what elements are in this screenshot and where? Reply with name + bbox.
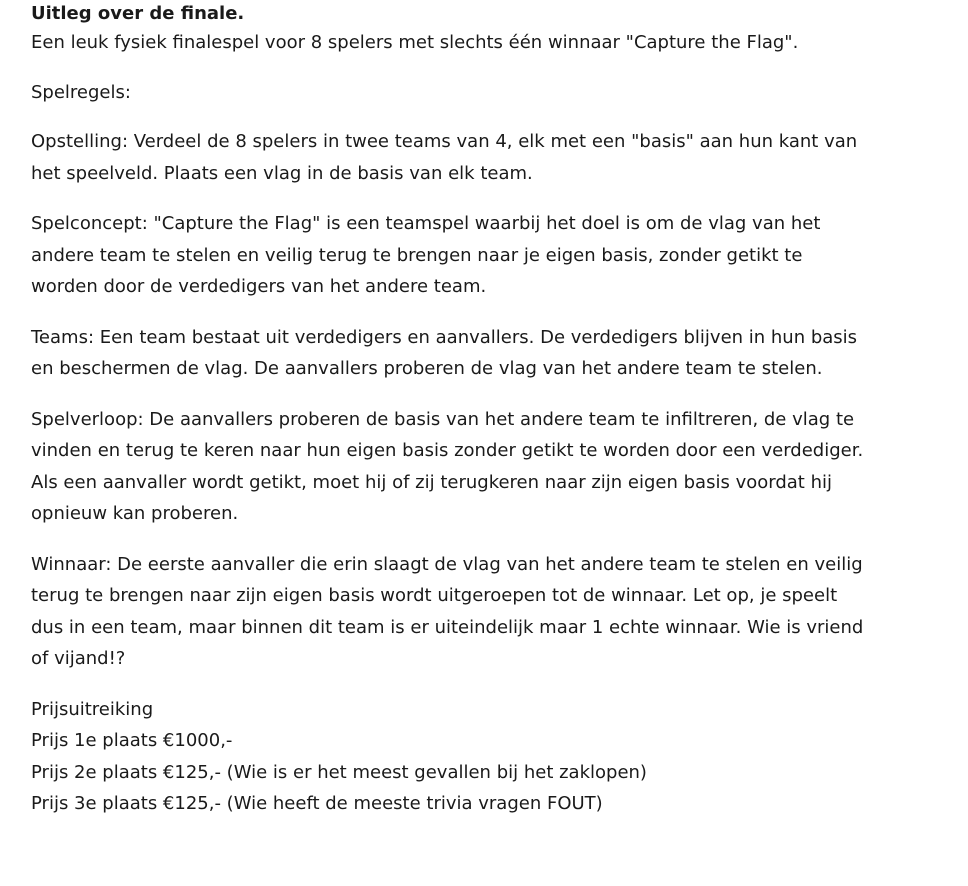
paragraph-line: of vijand!? — [31, 648, 126, 669]
prizes-heading: Prijsuitreiking — [31, 698, 154, 720]
section-prijsuitreiking — [31, 694, 951, 820]
paragraph-line: het speelveld. Plaats een vlag in de basis van elk team. — [31, 162, 533, 184]
section-spelconcept — [31, 208, 951, 303]
paragraph-line: en beschermen de vlag. De aanvallers proberen de vlag van het andere team te stelen. — [31, 358, 823, 379]
section-winnaar — [31, 549, 951, 675]
paragraph-line: opnieuw kan proberen. — [31, 503, 239, 524]
spacer — [31, 675, 951, 694]
spacer — [31, 189, 951, 208]
section-opstelling — [31, 126, 951, 189]
paragraph-line: andere team te stelen en veilig terug te brengen naar je eigen basis, zonder getikt te — [31, 244, 803, 266]
paragraph-line: vinden en terug te keren naar hun eigen basis zonder getikt te worden door een verdediger. — [31, 440, 864, 461]
prize-item: Prijs 2e plaats €125,- (Wie is er het meest gevallen bij het zaklopen) — [31, 761, 647, 783]
spacer — [31, 385, 951, 404]
document-body — [31, 0, 951, 820]
paragraph-line: Als een aanvaller wordt getikt, moet hij of zij terugkeren naar zijn eigen basis voordat hij — [31, 471, 832, 493]
document-title: Uitleg over de finale. — [31, 3, 245, 24]
spacer — [31, 303, 951, 322]
section-teams — [31, 322, 951, 385]
paragraph-line: Teams: Een team bestaat uit verdedigers en aanvallers. De verdedigers blijven in hun basis — [31, 326, 858, 348]
section-spelverloop — [31, 404, 951, 530]
prize-item: Prijs 1e plaats €1000,- — [31, 730, 233, 751]
paragraph-line: Spelconcept: "Capture the Flag" is een teamspel waarbij het doel is om de vlag van het — [31, 213, 821, 234]
spacer — [31, 59, 951, 77]
paragraph-line: worden door de verdedigers van het andere team. — [31, 276, 487, 297]
paragraph-line: Opstelling: Verdeel de 8 spelers in twee teams van 4, elk met een "basis" aan hun kant van — [31, 131, 858, 152]
rules-heading: Spelregels: — [31, 81, 131, 103]
prize-item: Prijs 3e plaats €125,- (Wie heeft de meeste trivia vragen FOUT) — [31, 793, 603, 814]
paragraph-line: Winnaar: De eerste aanvaller die erin slaagt de vlag van het andere team te stelen en veilig — [31, 553, 863, 575]
paragraph-line: dus in een team, maar binnen dit team is er uiteindelijk maar 1 echte winnaar. Wie is vriend — [31, 616, 864, 638]
paragraph-line: Spelverloop: De aanvallers proberen de basis van het andere team te infiltreren, de vlag te — [31, 408, 855, 430]
intro-paragraph: Een leuk fysiek finalespel voor 8 spelers met slechts één winnaar "Capture the Flag". — [31, 32, 799, 53]
paragraph-line: terug te brengen naar zijn eigen basis wordt uitgeroepen tot de winnaar. Let op, je speelt — [31, 585, 838, 606]
spacer — [31, 530, 951, 549]
spacer — [31, 108, 951, 126]
